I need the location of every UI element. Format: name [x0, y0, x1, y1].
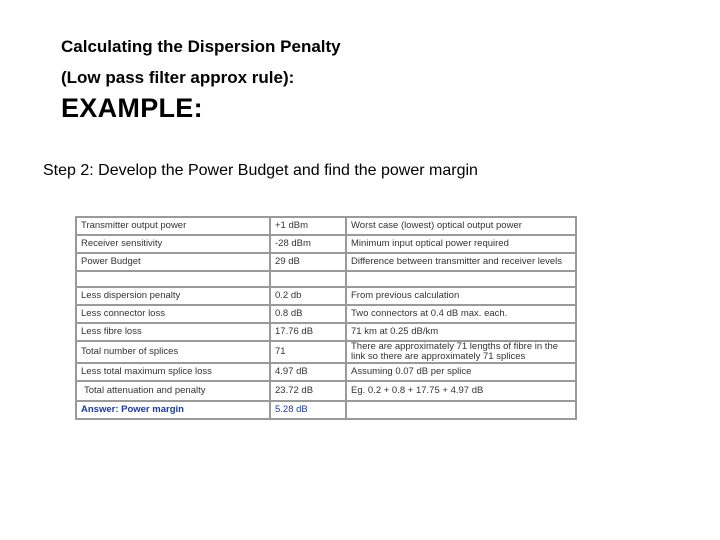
answer-label: Answer: Power margin — [76, 401, 270, 419]
row-note: Minimum input optical power required — [346, 235, 576, 253]
example-heading: EXAMPLE: — [61, 93, 203, 123]
row-value: -28 dBm — [270, 235, 346, 253]
row-item — [76, 271, 270, 287]
row-value: 17.76 dB — [270, 323, 346, 341]
table-row — [76, 381, 576, 401]
row-item: Power Budget — [76, 253, 270, 271]
row-note — [346, 271, 576, 287]
table-row — [76, 305, 576, 323]
row-value: +1 dBm — [270, 217, 346, 235]
row-item: Total number of splices — [76, 341, 270, 363]
table-row — [76, 235, 576, 253]
table-row — [76, 363, 576, 381]
step-description: Step 2: Develop the Power Budget and find the power margin — [43, 162, 478, 179]
row-item: Less fibre loss — [76, 323, 270, 341]
table-row — [76, 323, 576, 341]
row-item: Total attenuation and penalty — [76, 381, 270, 401]
table-row — [76, 287, 576, 305]
row-note — [346, 401, 576, 419]
slide-title-line-2: (Low pass filter approx rule): — [61, 68, 295, 87]
table-row — [76, 341, 576, 363]
row-note: From previous calculation — [346, 287, 576, 305]
table-row-spacer — [76, 271, 576, 287]
row-item: Less total maximum splice loss — [76, 363, 270, 381]
answer-row — [76, 401, 576, 419]
table-row — [76, 217, 576, 235]
row-item: Less dispersion penalty — [76, 287, 270, 305]
row-item: Less connector loss — [76, 305, 270, 323]
row-item: Transmitter output power — [76, 217, 270, 235]
slide-title-line-1: Calculating the Dispersion Penalty — [61, 37, 341, 56]
row-note: 71 km at 0.25 dB/km — [346, 323, 576, 341]
row-note: There are approximately 71 lengths of fibre in the link so there are approximately 71 splices — [346, 341, 576, 363]
row-value — [270, 271, 346, 287]
row-note: Difference between transmitter and receiver levels — [346, 253, 576, 271]
row-note: Eg. 0.2 + 0.8 + 17.75 + 4.97 dB — [346, 381, 576, 401]
row-note: Worst case (lowest) optical output power — [346, 217, 576, 235]
row-value: 29 dB — [270, 253, 346, 271]
row-value: 0.2 db — [270, 287, 346, 305]
power-budget-table — [75, 216, 577, 420]
table-row — [76, 253, 576, 271]
row-value: 4.97 dB — [270, 363, 346, 381]
row-note: Two connectors at 0.4 dB max. each. — [346, 305, 576, 323]
row-value: 23.72 dB — [270, 381, 346, 401]
row-note: Assuming 0.07 dB per splice — [346, 363, 576, 381]
row-value: 71 — [270, 341, 346, 363]
row-value: 0.8 dB — [270, 305, 346, 323]
row-item: Receiver sensitivity — [76, 235, 270, 253]
answer-value: 5.28 dB — [270, 401, 346, 419]
